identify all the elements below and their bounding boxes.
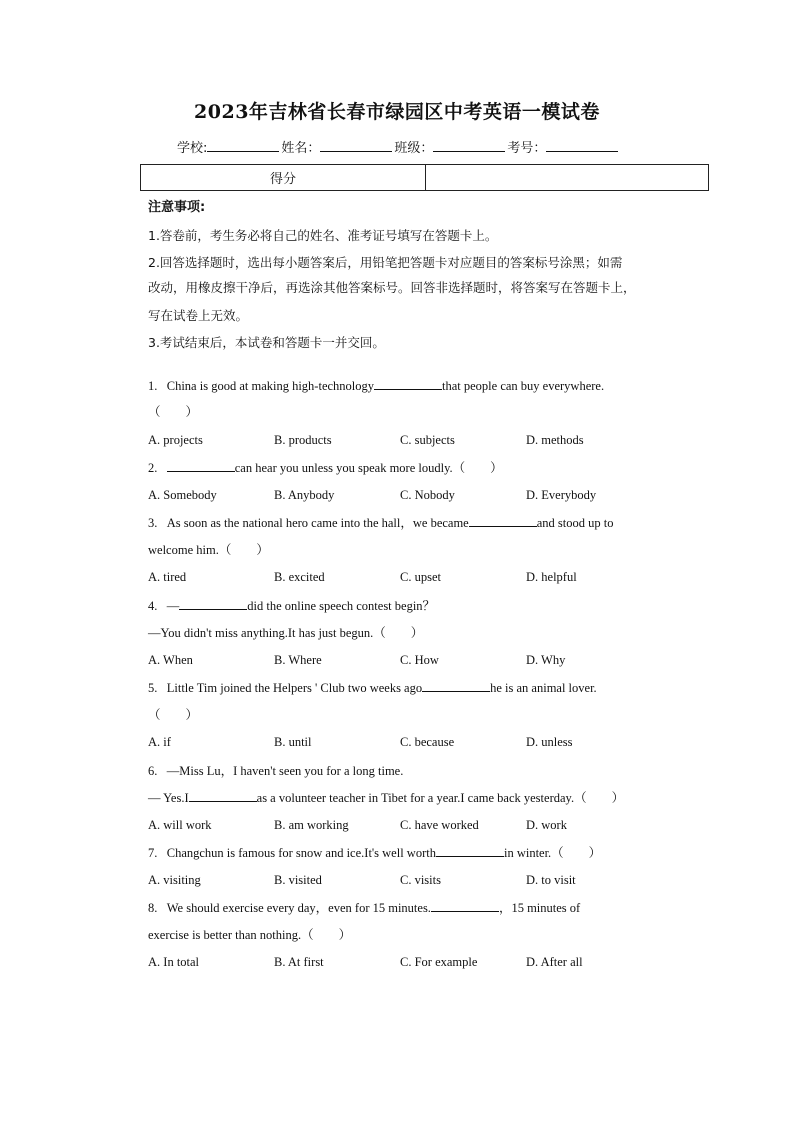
option-c: C. For example [400,955,478,969]
school-label: 学校: [177,141,208,156]
option-a: A. if [148,735,171,749]
option-d: D. methods [526,433,584,447]
score-table [140,164,709,191]
question-7 [148,840,693,867]
question-6-line2 [148,785,693,812]
answer-blank [167,459,235,472]
option-d: D. unless [526,735,573,749]
option-b: B. excited [274,570,325,584]
option-b: B. Where [274,653,322,667]
notice-item: 1.答卷前，考生务必将自己的姓名、准考证号填写在答题卡上。 [148,228,498,243]
option-b: B. At first [274,955,324,969]
name-label: 姓名： [281,141,321,156]
option-a: A. tired [148,570,187,584]
answer-blank [179,597,247,610]
question-text: As soon as the national hero came into the hall，we became [166,516,469,530]
question-text: We should exercise every day，even for 15 minutes. [166,901,431,915]
question-number: 7. [148,846,158,860]
option-b: B. products [274,433,332,447]
question-text: did the online speech contest begin？ [247,599,436,613]
option-b: B. until [274,735,312,749]
page-title: 2023年吉林省长春市绿园区中考英语一模试卷 [194,101,600,123]
option-c: C. have worked [400,818,479,832]
question-number: 3. [148,516,158,530]
question-text: in winter.（ ） [503,846,602,860]
option-a: A. When [148,653,193,667]
option-d: D. work [526,818,567,832]
question-number: 6. [148,764,158,778]
school-blank [207,139,279,152]
question-text: —Miss Lu，I haven't seen you for a long time. [166,764,404,778]
answer-blank [374,377,442,390]
option-a: A. In total [148,955,200,969]
notice-item: 改动，用橡皮擦干净后，再选涂其他答案标号。回答非选择题时，将答案写在答题卡上， [148,280,636,295]
option-c: C. visits [400,873,441,887]
question-number: 1. [148,379,158,393]
question-1-paren: （ ） [148,405,199,419]
notice-heading: 注意事项: [148,200,206,215]
question-3-line2: welcome him.（ ） [148,543,269,557]
question-8-line2: exercise is better than nothing.（ ） [148,928,352,942]
name-blank [320,139,392,152]
notice-item: 3.考试结束后，本试卷和答题卡一并交回。 [148,335,385,350]
question-text: Little Tim joined the Helpers ' Club two weeks ago [166,681,423,695]
question-text: China is good at making high-technology [166,379,375,393]
question-number: 2. [148,461,158,475]
class-blank [433,139,505,152]
option-c: C. How [400,653,439,667]
option-a: A. projects [148,433,203,447]
exam-number-label: 考号： [507,141,547,156]
option-d: D. to visit [526,873,576,887]
answer-blank [422,679,490,692]
score-value-cell [426,165,708,190]
question-text: — [166,599,180,613]
question-2 [148,455,693,482]
score-label-cell: 得分 [141,165,426,190]
option-a: A. visiting [148,873,201,887]
class-label: 班级： [394,141,434,156]
question-text: he is an animal lover. [490,681,597,695]
question-4-line2: —You didn't miss anything.It has just begun.（ ） [148,626,424,640]
option-d: D. After all [526,955,583,969]
answer-blank [431,899,499,912]
question-5 [148,675,693,702]
question-text: that people can buy everywhere. [442,379,605,393]
question-text: can hear you unless you speak more loudly.（ ） [234,461,503,475]
question-text: as a volunteer teacher in Tibet for a year.I came back yesterday.（ ） [256,791,625,805]
answer-blank [189,789,257,802]
question-text: and stood up to [536,516,614,530]
option-a: A. will work [148,818,212,832]
question-text: — Yes.I [148,791,189,805]
exam-number-blank [546,139,618,152]
option-b: B. visited [274,873,322,887]
option-c: C. Nobody [400,488,455,502]
option-c: C. upset [400,570,441,584]
question-5-paren: （ ） [148,708,199,722]
question-4 [148,593,693,620]
option-d: D. helpful [526,570,577,584]
question-number: 4. [148,599,158,613]
question-1 [148,373,693,400]
question-8 [148,895,693,922]
question-text: ，15 minutes of [498,901,581,915]
notice-item: 写在试卷上无效。 [148,308,249,323]
notice-item: 2.回答选择题时，选出每小题答案后，用铅笔把答题卡对应题目的答案标号涂黑；如需 [148,255,623,270]
question-6 [148,758,693,785]
option-d: D. Everybody [526,488,597,502]
question-number: 8. [148,901,158,915]
option-b: B. Anybody [274,488,335,502]
question-3 [148,510,693,537]
option-c: C. because [400,735,455,749]
option-b: B. am working [274,818,349,832]
option-a: A. Somebody [148,488,217,502]
option-c: C. subjects [400,433,455,447]
student-info-row [177,137,620,156]
answer-blank [436,844,504,857]
option-d: D. Why [526,653,566,667]
answer-blank [469,514,537,527]
question-text: Changchun is famous for snow and ice.It's well worth [166,846,436,860]
question-number: 5. [148,681,158,695]
